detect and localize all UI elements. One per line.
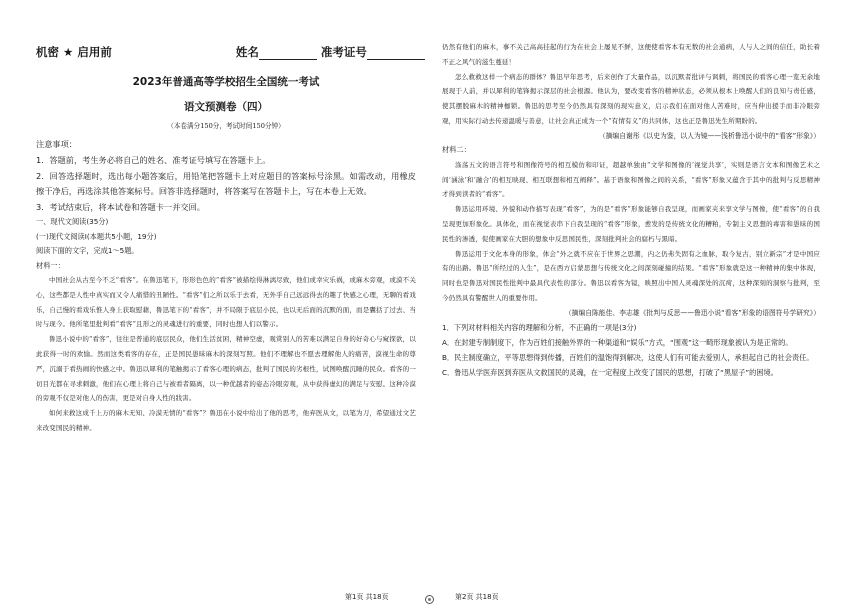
ticket-label: 准考证号 [320,45,367,59]
source-1: （摘编自谢彤《以史为鉴，以人为镜——浅析鲁迅小说中的“看客”形象》） [598,131,820,140]
right-paragraph-4: 鲁迅运用环境、外貌和动作描写表现“看客”，为的是“看客”形象能够自我呈现，而画家夹来享文学与图像，使“看客”的自我呈现更加形象化。具体化，而在视觉表串下自我呈现的“看客”形象，愈发的是传统文化的糟粕，专制主义思想的毒害和愚昧的国民性的渗透，促使画家在大胆的想象中反思国民性，深刻批判社会的腐朽与黑暗。 [442,205,820,243]
section-part1: 一、现代文阅读(35分) [36,217,109,226]
right-paragraph-1: 仍然有他们的麻木，事不关己高高挂起的行为在社会上屡见不鲜，这便使看客本有无数的社会通病，人与人之间的信任，助长着不正之风气的滋生蔓延！ [442,43,820,66]
binding-ring-icon [425,595,434,604]
name-label: 姓名 [235,45,259,59]
note-item-2: 2．回答选择题时，选出每小题答案后，用铅笔把答题卡上对应题目的答案标号涂黑。如需改动，用橡皮擦干净后，再选涂其他答案标号。回答非选择题时，将答案写在答题卡上，写在本卷上无效。 [36,170,416,196]
right-paragraph-2: 怎么救救这样一个病态的群体？鲁迅早年思考，后来创作了大量作品，以沉默者批评与讽刺，将国民的看客心理一览无余地展现于人前，并以犀利的笔锋揭示深层的社会根源。他认为，要改变看客的精神状态，必须从根本上唤醒人们的良知与责任感，使其摆脱麻木的精神枷锁。鲁迅的思考至今仍然具有深刻的现实意义，启示我们在面对他人苦难时，应当伸出援手而非冷眼旁观，用实际行动去传递温暖与善意，让社会真正成为一个“有情有义”的共同体，这也正是鲁迅先生所期盼的。 [442,72,820,125]
name-blank [259,47,317,60]
exam-header [36,44,416,60]
question-1-option-a: A．在封建专制制度下，作为百姓们接触外界的一种渠道和“娱乐”方式，“围观”这一畸形现象被认为是正常的。 [442,338,793,348]
left-paragraph-3: 如何来救这成千上万的麻木无知、冷漠无情的“看客”？鲁迅在小说中给出了他的思考，他弃医从文，以笔为刀，希望通过文艺来改变国民的精神。 [36,409,416,432]
ticket-blank [367,47,425,60]
material-1-label: 材料一： [36,260,65,270]
question-1-option-b: B．民主制度确立，平等思想得到传播，百姓们的温饱得到解决，这使人们有可能去爱别人，承担起自己的社会责任。 [442,353,814,363]
right-paragraph-5: 鲁迅运用于文化本身的形象，体会“外之就不应在于世界之思潮，内之仍弗失固有之血脉，取今复古，别立新宗”才是中国应有的出路。鲁迅“所经过的人生”，是在西方启蒙思想与传统文化之间深刻碰撞的结果。“看客”形象就是这一种精神的集中体现，同时也是鲁迅对国民性批判中最具代表性的部分。鲁迅以看客为镜，映照出中国人灵魂深处的沉疴，这种深刻的洞察与批判，至今仍然具有警醒世人的重要作用。 [442,249,820,302]
secret-label: 机密 [36,45,59,59]
star-icon: ★ [63,45,74,59]
secret-suffix: 启用前 [77,45,112,59]
page-number-1: 第1页 共18页 [345,593,389,601]
source-2: （摘编自陈能佳、李志雄《批判与反思——鲁迅小说“看客”形象的语图符号学研究》） [564,308,820,317]
notes-heading: 注意事项： [36,139,77,149]
question-1-option-c: C．鲁迅从学医弃医到弃医从文救国民的灵魂，在一定程度上改变了国民的思想，打破了“黑屋子”的困境。 [442,368,778,378]
left-paragraph-1: 中国社会从古至今不乏“看客”。在鲁迅笔下，形形色色的“看客”被描绘得淋漓尽致，他们或幸灾乐祸，或麻木旁观，或漠不关心，这些都是人性中真实而又令人痛惜的丑陋性。“看客”们之所以乐于去看，无外乎自己远远得去的趣了快感之心理，无聊的看戏乐，自己慢的看戏乐惟人身上获取慰藉，鲁迅笔下的“看客”，并不局限于底层小民，也以无后面的沉默的面，而是囊括了过去、当时与现今。他所笔里批判看“看客”且形之的灵魂进行的重要，同时也想人们以警示。 [36,276,416,329]
exam-title: 2023年普通高等学校招生全国统一考试 [132,76,320,88]
exam-subtitle: 语文预测卷（四） [184,101,268,113]
left-paragraph-2: 鲁迅小说中的“看客”，往往是普通的底层民众，他们生活贫困，精神空虚，观赏别人的苦难以满足自身的好奇心与窥探欲，以此获得一时的欢愉。然而这类看客的存在，正是国民愚昧麻木的深刻写照。他们不理解也不愿去理解他人的痛苦，漠视生命的尊严，沉溺于看热闹的快感之中。鲁迅以犀利的笔触揭示了看客心理的病态，批判了国民的劣根性，试图唤醒沉睡的民众。看客的一切目光都在寻求刺激，他们在心理上将自己与被看者隔离，以一种优越者的姿态冷眼旁观，从中获得虚幻的满足与安慰。这种冷漠的旁观不仅是对他人的伤害，更是对自身人性的戕害。 [36,335,416,403]
material-2-label: 材料二： [442,145,471,155]
score-note: （本卷满分150分，考试时间150分钟） [167,122,285,130]
right-page [430,0,860,608]
right-paragraph-3: 涤荡五文的语言符号和图像符号的相互模仿和印证，超越单独由“文学和图像的‘视觉共享’，实则是语言文本和图像艺术之间‘涵泳’和‘融合’的相互映现、相互联想和相互阐释”。基于语象和图像之间的关系，“看客”形象又蕴含于其中的批判与反思精神才得到读者的“看客”。 [442,160,820,199]
question-1-stem: 1．下列对材料相关内容的理解和分析，不正确的一项是(3分) [442,323,637,333]
section-instruction: 阅读下面的文字，完成1～5题。 [36,246,139,255]
page-number-2: 第2页 共18页 [455,593,499,601]
note-item-3: 3．考试结束后，将本试卷和答题卡一并交回。 [36,201,205,212]
note-item-1: 1．答题前，考生务必将自己的姓名、准考证号填写在答题卡上。 [36,155,271,165]
section-part1a: (一)现代文阅读Ⅰ(本题共5小题，19分) [36,231,157,241]
